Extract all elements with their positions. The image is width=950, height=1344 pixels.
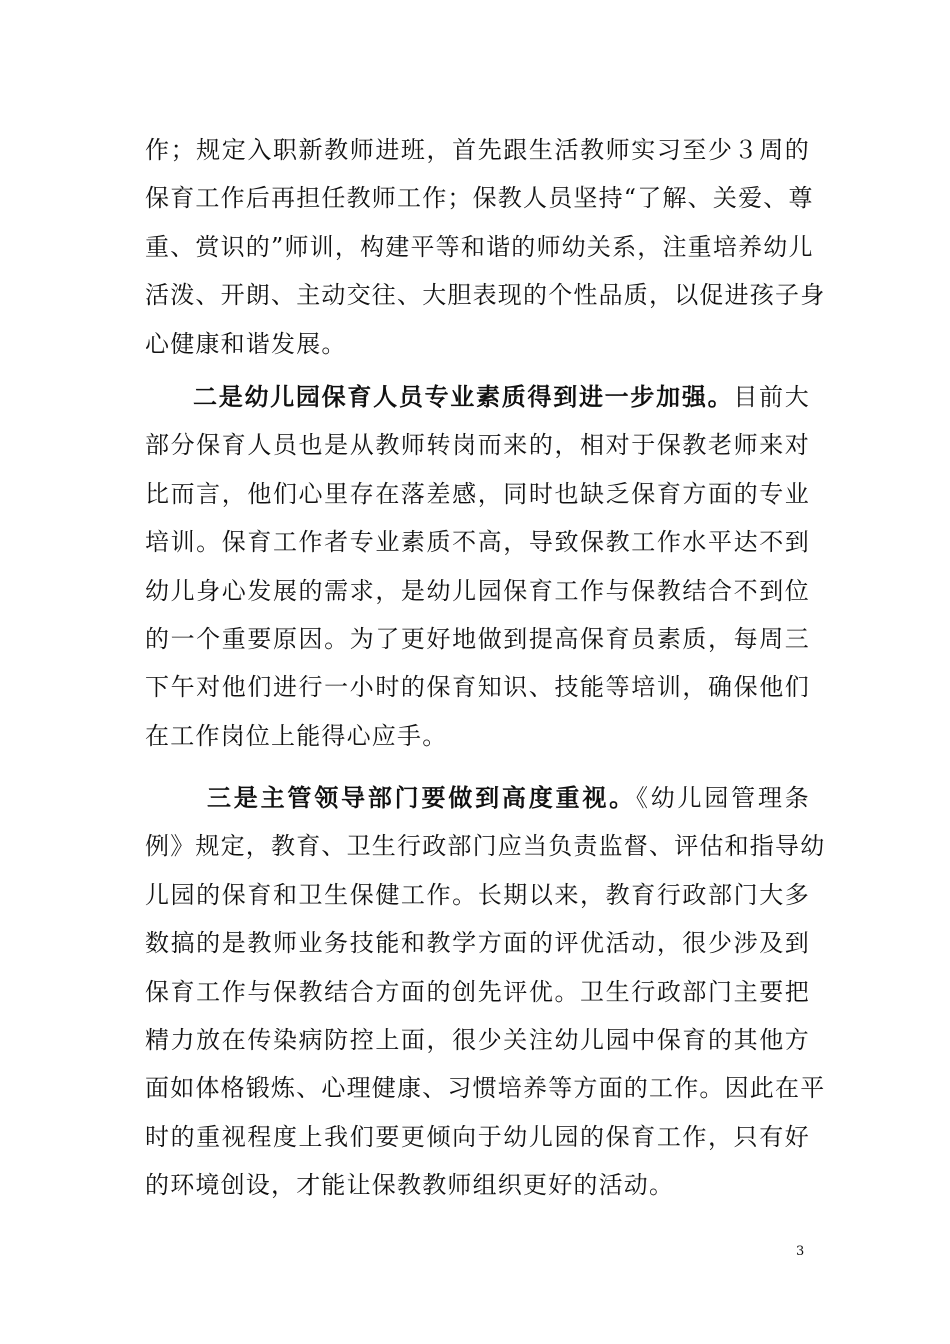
paragraph-2-line: 幼儿身心发展的需求，是幼儿园保育工作与保教结合不到位 xyxy=(145,576,810,605)
paragraph-3-line: 的环境创设，才能让保教教师组织更好的活动。 xyxy=(145,1171,675,1200)
paragraph-1-line: 心健康和谐发展。 xyxy=(145,329,347,358)
paragraph-3-first-line xyxy=(145,774,810,822)
paragraph-2-line: 比而言，他们心里存在落差感，同时也缺乏保育方面的专业 xyxy=(145,479,810,508)
paragraph-3-line: 面如体格锻炼、心理健康、习惯培养等方面的工作。因此在平 xyxy=(145,1074,826,1103)
paragraph-3-line: 精力放在传染病防控上面，很少关注幼儿园中保育的其他方 xyxy=(145,1025,810,1054)
page-number: 3 xyxy=(796,1244,805,1259)
paragraph-3-line: 时的重视程度上我们要更倾向于幼儿园的保育工作，只有好 xyxy=(145,1122,810,1151)
paragraph-1-line: 活泼、开朗、主动交往、大胆表现的个性品质，以促进孩子身 xyxy=(145,281,826,310)
paragraph-1-line: 重、赏识的”师训，构建平等和谐的师幼关系，注重培养幼儿 xyxy=(145,232,814,261)
paragraph-2-first-line xyxy=(145,373,810,421)
paragraph-3-line: 数搞的是教师业务技能和教学方面的评优活动，很少涉及到 xyxy=(145,929,810,958)
paragraph-2-line: 部分保育人员也是从教师转岗而来的，相对于保教老师来对 xyxy=(145,431,810,460)
paragraph-3-line: 保育工作与保教结合方面的创先评优。卫生行政部门主要把 xyxy=(145,977,810,1006)
paragraph-2-line: 的一个重要原因。为了更好地做到提高保育员素质，每周三 xyxy=(145,624,810,653)
paragraph-3-line: 例》规定，教育、卫生行政部门应当负责监督、评估和指导幼 xyxy=(145,832,826,861)
paragraph-1-line: 保育工作后再担任教师工作；保教人员坚持“了解、关爱、尊 xyxy=(145,184,814,213)
paragraph-3-heading: 三是主管领导部门要做到高度重视。 xyxy=(207,783,636,812)
paragraph-3-line: 儿园的保育和卫生保健工作。长期以来，教育行政部门大多 xyxy=(145,880,810,909)
paragraph-2-line: 在工作岗位上能得心应手。 xyxy=(145,721,448,750)
paragraph-2 xyxy=(145,373,810,760)
paragraph-3 xyxy=(145,774,826,1210)
paragraph-2-line: 下午对他们进行一小时的保育知识、技能等培训，确保他们 xyxy=(145,673,810,702)
paragraph-2-heading: 二是幼儿园保育人员专业素质得到进一步加强。 xyxy=(193,382,734,411)
paragraph-2-line: 培训。保育工作者专业素质不高，导致保教工作水平达不到 xyxy=(145,528,810,557)
paragraph-1-line: 作；规定入职新教师进班，首先跟生活教师实习至少３周的 xyxy=(145,136,810,164)
paragraph-3-first-line-text: 《幼儿园管理条 xyxy=(635,784,810,812)
paragraph-1 xyxy=(145,126,826,368)
paragraph-2-first-line-text: 目前大 xyxy=(733,383,810,411)
